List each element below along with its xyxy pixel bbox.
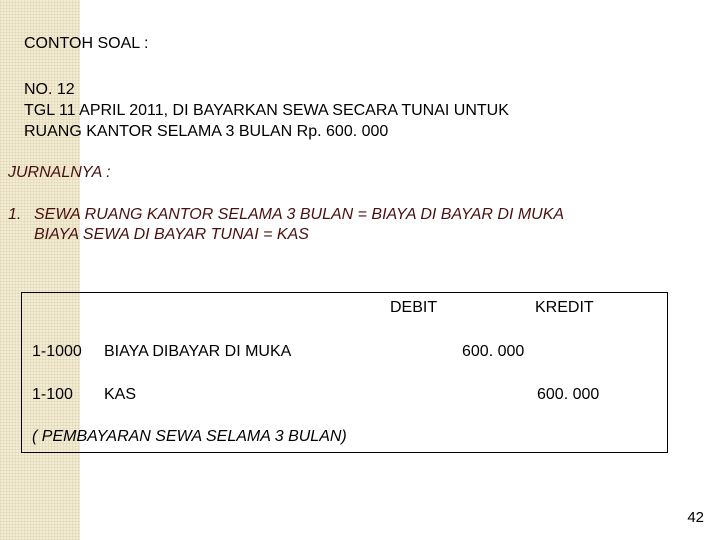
row-1-account-code: 1-1000 xyxy=(32,343,82,360)
entry-line-2: BIAYA SEWA DI BAYAR TUNAI = KAS xyxy=(34,226,309,243)
slide-title: CONTOH SOAL : xyxy=(24,35,149,52)
problem-line-1: TGL 11 APRIL 2011, DI BAYARKAN SEWA SECARA TUNAI UNTUK xyxy=(24,102,509,119)
problem-number: NO. 12 xyxy=(24,81,75,98)
row-2-account-code: 1-100 xyxy=(32,386,73,403)
journal-label: JURNALNYA : xyxy=(8,164,111,181)
row-1-debit-amount: 600. 000 xyxy=(462,343,525,360)
problem-line-2: RUANG KANTOR SELAMA 3 BULAN Rp. 600. 000 xyxy=(24,123,389,140)
entry-number: 1. xyxy=(8,206,22,223)
problem-statement xyxy=(24,80,509,143)
entry-line-1: SEWA RUANG KANTOR SELAMA 3 BULAN = BIAYA DI BAYAR DI MUKA xyxy=(34,206,565,223)
page-number: 42 xyxy=(687,509,704,526)
row-1-account-name: BIAYA DIBAYAR DI MUKA xyxy=(104,343,292,360)
row-2-kredit-amount: 600. 000 xyxy=(537,386,600,403)
journal-note: ( PEMBAYARAN SEWA SELAMA 3 BULAN) xyxy=(32,428,347,445)
row-2-account-name: KAS xyxy=(104,386,137,403)
column-header-kredit: KREDIT xyxy=(535,299,594,316)
journal-entry-description xyxy=(8,205,564,245)
column-header-debit: DEBIT xyxy=(390,299,438,316)
